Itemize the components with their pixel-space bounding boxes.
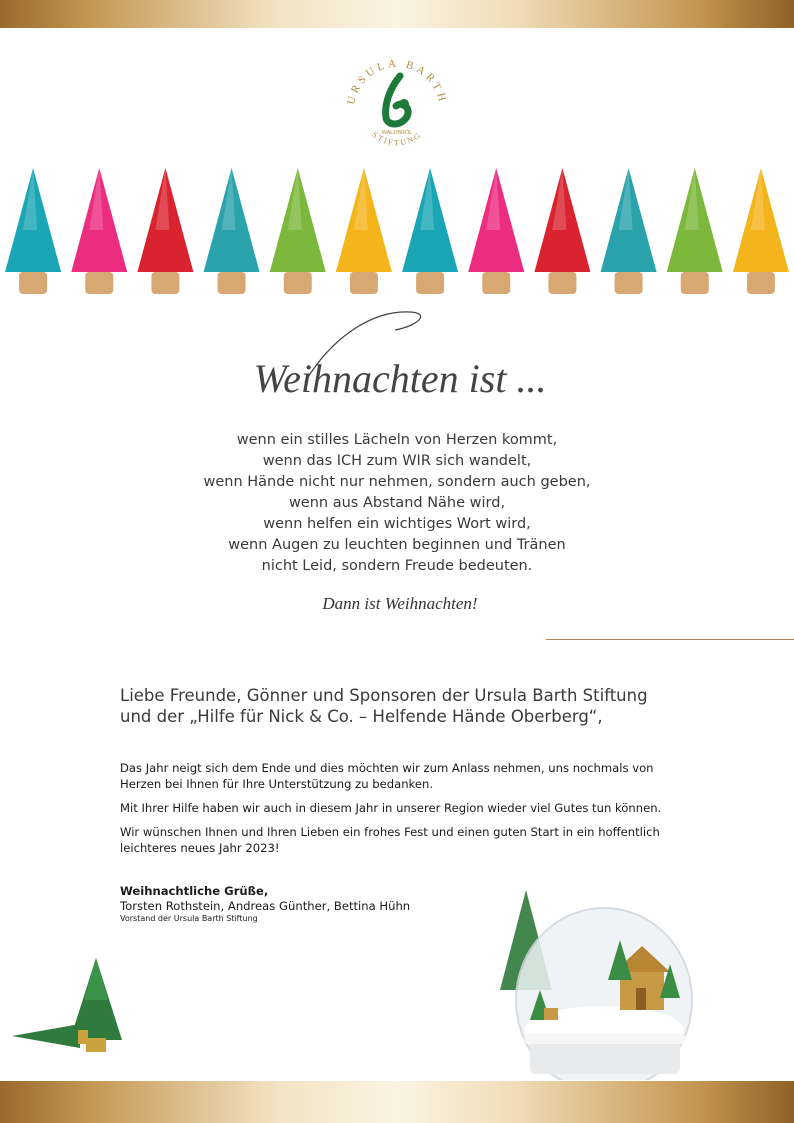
poem-line: wenn das ICH zum WIR sich wandelt, <box>262 453 532 469</box>
headline-text: Weihnachten ist ... <box>253 356 547 401</box>
top-gold-border <box>0 0 794 28</box>
poem-line: wenn aus Abstand Nähe wird, <box>288 495 506 511</box>
decorative-trees-icon <box>10 950 140 1062</box>
closing-greeting <box>120 884 460 924</box>
signature-text: Dann ist Weihnachten! <box>322 594 478 613</box>
tree-icon <box>667 168 723 294</box>
poem-line: wenn helfen ein wichtiges Wort wird, <box>263 516 531 532</box>
greeting-title: Weihnachtliche Grüße, <box>120 884 269 898</box>
tree-icon <box>402 168 458 294</box>
tree-icon <box>204 168 260 294</box>
body-paragraph: Mit Ihrer Hilfe haben wir auch in diesem Jahr in unserer Region wieder viel Gutes tun können. <box>120 801 662 815</box>
headline-script <box>0 300 794 420</box>
salutation-line: und der „Hilfe für Nick & Co. – Helfende Hände Oberberg“, <box>120 707 603 726</box>
body-paragraph: Das Jahr neigt sich dem Ende und dies möchten wir zum Anlass nehmen, uns nochmals von Herzen bei Ihnen für Ihre Unterstützung zu bedanken. <box>120 761 654 791</box>
greeting-names: Torsten Rothstein, Andreas Günther, Bettina Hühn <box>120 899 411 913</box>
poem-line: nicht Leid, sondern Freude bedeuten. <box>261 558 533 574</box>
poem-line: wenn ein stilles Lächeln von Herzen kommt, <box>236 432 558 448</box>
tree-icon <box>5 168 61 294</box>
greeting-role: Vorstand der Ursula Barth Stiftung <box>120 914 258 923</box>
snow-globe-icon <box>440 880 720 1080</box>
bottom-gold-border <box>0 1081 794 1123</box>
colorful-trees-row <box>0 160 794 300</box>
tree-icon <box>733 168 789 294</box>
logo-bottom-text: STIFTUNG <box>370 130 424 148</box>
poem-line: wenn Augen zu leuchten beginnen und Tränen <box>228 537 566 553</box>
logo-ring-text: URSULA BARTH <box>345 57 449 106</box>
tree-icon <box>71 168 127 294</box>
tree-icon <box>534 168 590 294</box>
body-paragraph: Wir wünschen Ihnen und Ihren Lieben ein frohes Fest und einen guten Start in ein hoffentlich leichteres neues Jahr 2023! <box>120 825 660 855</box>
tree-icon <box>601 168 657 294</box>
tree-icon <box>137 168 193 294</box>
tree-icon <box>270 168 326 294</box>
poem <box>160 430 634 577</box>
logo-place-text: WALDBRÖL <box>381 130 413 136</box>
divider-line <box>546 639 794 640</box>
letter-body <box>120 760 690 864</box>
salutation-line: Liebe Freunde, Gönner und Sponsoren der Ursula Barth Stiftung <box>120 686 648 705</box>
foundation-logo <box>340 48 454 158</box>
logo-monogram-icon <box>386 76 409 124</box>
salutation <box>120 685 720 727</box>
tree-icon <box>336 168 392 294</box>
poem-line: wenn Hände nicht nur nehmen, sondern auch geben, <box>203 474 591 490</box>
script-signature <box>300 582 500 622</box>
tree-icon <box>468 168 524 294</box>
